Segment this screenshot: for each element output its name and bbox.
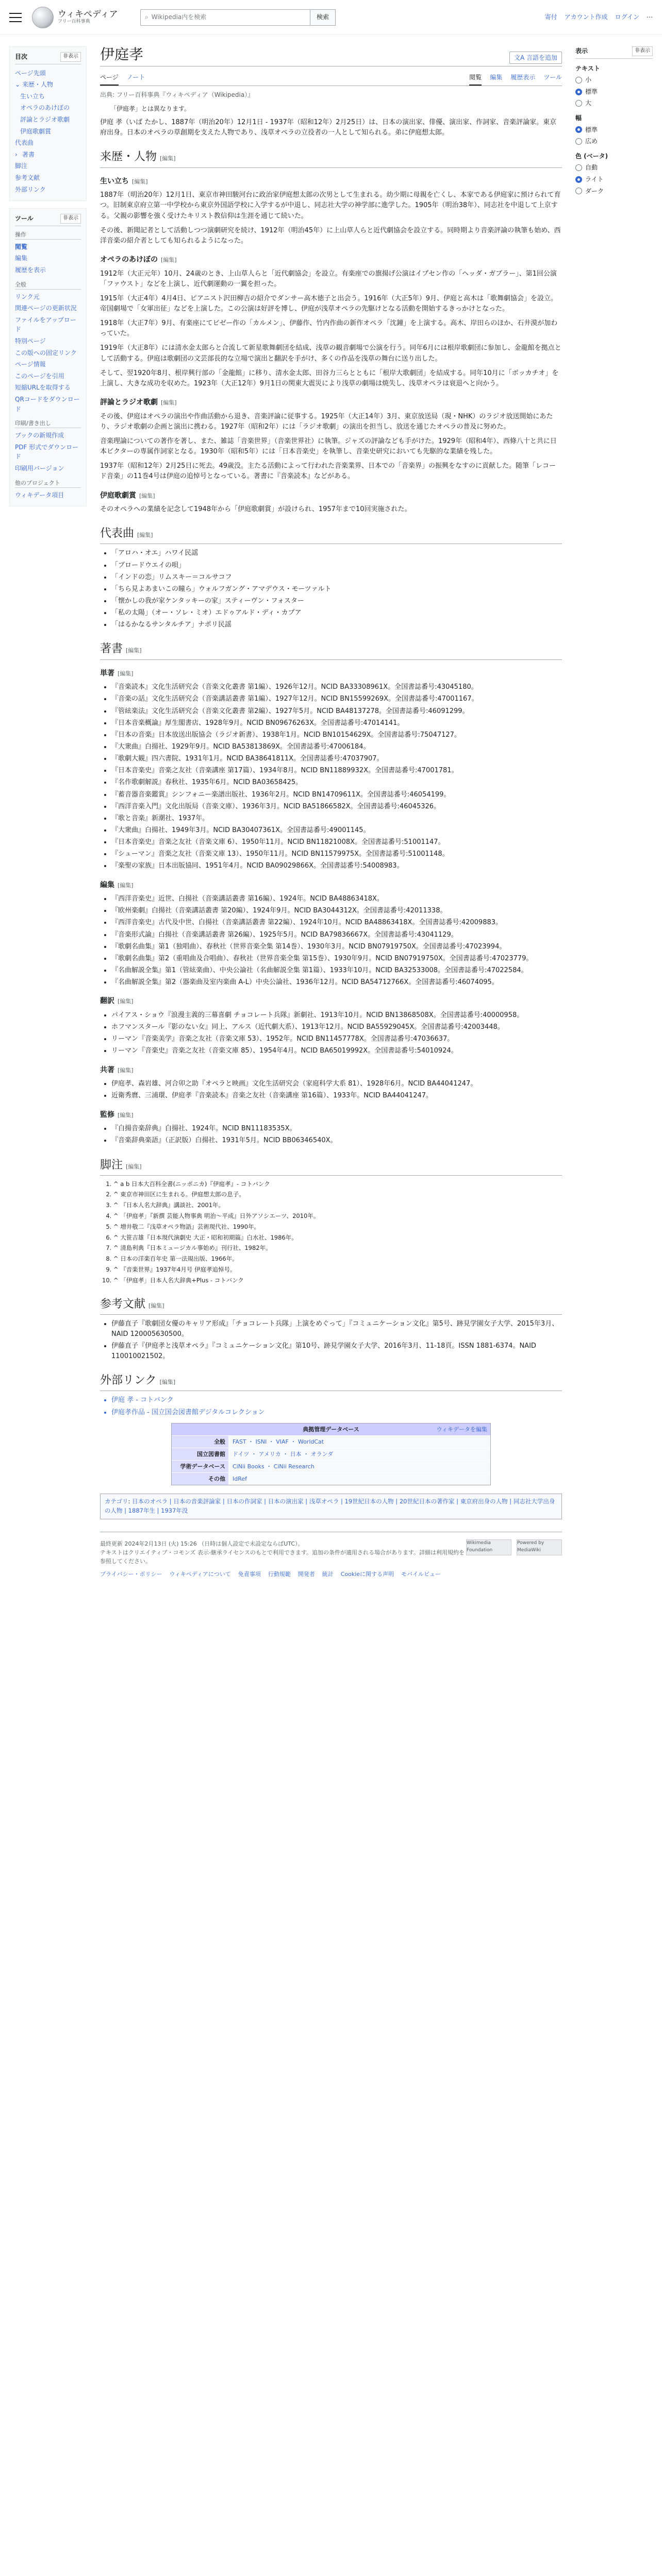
list-item: • 伊藤直子『伊庭孝と浅草オペラ』『コミュニケーション文化』第10号、跡見学園女子大学、2016年3月、11-18頁。ISSN 1881-6374。NAID 110010021502。 [111,1341,562,1362]
list-item: • 『音楽辞典楽語』（正訳版）白揚社、1931年5月。NCID BB06346540X。 [111,1136,562,1146]
footer-link[interactable]: モバイルビュー [401,1570,441,1578]
external-links-list [111,1395,562,1417]
text-size-small[interactable]: 小 [575,75,653,85]
list-item: • リーマン『音楽美学』音楽之友社（音楽文庫 53）、1952年。NCID BN11457778X。全国書誌番号:47036637。 [111,1034,562,1044]
tool-qr[interactable]: QRコードをダウンロード [15,395,80,413]
radio-selected-icon [575,126,582,133]
list-item: 8. ^ 日本の洋楽百年史 第一法規出版、1966年。 [113,1255,562,1264]
toc-item-radio[interactable]: 評論とラジオ歌劇 [20,115,70,123]
text-size-label: テキスト [575,64,600,72]
paragraph: そのオペラへの業績を記念して1948年から「伊庭歌劇賞」が設けられ、1957年まで10回実施された。 [100,505,411,514]
songs-list [111,548,562,630]
list-item: • 「懐かしの我が家ケンタッキーの家」スティーヴン・フォスター [111,596,562,606]
list-item: • 『歌と音楽』新潮社、1937年。 [111,814,562,824]
bibliography-list [111,1319,562,1362]
wikipedia-globe-icon [32,7,54,28]
paragraph: その後、伊庭はオペラの演出や作曲活動から退き、音楽評論に従事する。1925年（大正14年）3月、東京放送局（現・NHK）のラジオ放送開始にあたり、ラジオ歌劇の企画と演出に携わる。1927年（昭和2年）には「ラジオ歌劇」の演出を担当し、放送を通じたオペラの普及に努めた。 [100,412,553,431]
list-item: • 『蓄音器音楽鑑賞』シンフォニー楽譜出版社、1936年2月。NCID BN14709611X。全国書誌番号:46054199。 [111,790,562,800]
tab-page[interactable]: ページ [100,71,119,86]
list-item: • リーマン『音楽史』音楽之友社（音楽文庫 85）、1954年4月。NCID BA65019992X。全国書誌番号:54010924。 [111,1046,562,1056]
list-item: • 『西洋音楽史』古代及中世、白揚社（音楽講話叢書 第22編）、1924年10月。NCID BA48863418X。全国書誌番号:42009883。 [111,918,562,928]
site-logo[interactable] [32,7,125,28]
paragraph: 1919年（大正8年）には清水金太郎らと合流して新星歌舞劇団を結成、浅草の観音劇場で公演を行う。同年6月には根岸歌劇団に参加し、金龍館を拠点として活動する。伊庭は歌劇団の文芸部長的な立場で演出と翻訳を手がけ、多くの作品を浅草の舞台に送り出した。 [100,344,561,363]
footer-link[interactable]: 開発者 [297,1570,315,1578]
edit-link[interactable]: [編集] [118,882,134,889]
list-item: • 『歌劇大観』四六書院、1931年1月。NCID BA38641811X。全国書誌番号:47037907。 [111,754,562,764]
text-size-standard[interactable]: 標準 [575,87,653,97]
list-item: • 「ちら見よあまいこの瞳ら」ウォルフガング・アマデウス・モーツァルト [111,584,562,595]
list-item: • 『白揚音楽辞典』白揚社、1924年。NCID BN11183535X。 [111,1124,562,1134]
categories-label[interactable]: カテゴリ [105,1497,128,1505]
radio-icon [575,164,582,171]
paragraph: その後、新聞記者として活動しつつ演劇研究を続け、1912年（明治45年）に上山草人らと近代劇協会を設立する。同時期より音楽評論の執筆も始め、西洋音楽の紹介者としても知られるようになった。 [100,226,561,245]
authority-control-box [171,1423,491,1485]
list-item: • 『大衆曲』白揚社、1949年3月。NCID BA30407361X。全国書誌番号:49001145。 [111,825,562,836]
list-item: • 『歌劇名曲集』第2（重唱曲及合唱曲）、春秋社（世界音楽全集 第15巻）、1930年9月。NCID BN07919750X。全国書誌番号:47023779。 [111,954,562,964]
paragraph: 音楽理論についての著作を著し、また、雑誌「音楽世界」（音楽世界社）に執筆。ジャズの評論なども手がけた。1929年（昭和4年）、西條八十と共に日本ビクターの専属作詞家となる。1930年（昭和5年）には「日本音楽史」を執筆し、音楽史研究においても先駆的な業績を残した。 [100,437,557,456]
edit-link[interactable]: [編集] [118,1066,134,1074]
authority-value[interactable]: CiNii Books ・ CiNii Research [228,1461,490,1472]
edit-link[interactable]: [編集] [159,1379,176,1386]
list-item: • 『大衆曲』白揚社、1929年9月。NCID BA53813869X。全国書誌番号:47006184。 [111,742,562,752]
left-column [9,35,87,1586]
tab-read[interactable]: 閲覧 [469,71,482,86]
supervised-books-list [111,1124,562,1146]
list-item: • ホフマンスタール『影のない女』同上、アルス（近代劇大系）、1913年12月。NCID BA55929045X。全国書誌番号:42003448。 [111,1022,562,1032]
tool-wikidata[interactable]: ウィキデータ項目 [15,491,64,499]
section-books: 著書 [編集] [100,640,562,659]
subsection-single: 単著 [編集] [100,669,134,677]
list-item: • 『音楽の話』文化生活研究会（音楽講話叢書 第1編）、1927年12月。NCID BN15599269X。全国書誌番号:47001167。 [111,694,562,704]
search-icon: ⌕ [145,13,148,21]
license-text: テキストはクリエイティブ・コモンズ 表示-継承ライセンスのもとで利用できます。追加の条件が適用される場合があります。詳細は利用規約を参照してください。 [100,1549,465,1565]
edit-link[interactable]: [編集] [132,178,148,185]
edit-link[interactable]: [編集] [126,647,142,654]
list-item: • 『名作歌劇解説』春秋社、1935年6月。NCID BA03658425。 [111,777,562,788]
color-auto[interactable]: 自動 [575,163,653,173]
table-of-contents [9,46,87,201]
list-item: • 『歌劇名曲集』第1（独唱曲）、春秋社（世界音楽全集 第14巻）、1930年3月。NCID BN07919750X。全国書誌番号:47023994。 [111,942,562,952]
edit-link[interactable]: [編集] [118,670,134,677]
toc-item-top[interactable]: ページ先頭 [15,69,46,77]
authority-label: 国立図書館 [172,1448,228,1460]
radio-icon [575,77,582,83]
subsection-edited: 編集 [編集] [100,880,134,889]
toc-item-youth[interactable]: 生い立ち [20,92,45,100]
list-item: • 「ブロードウエイの唄」 [111,561,562,571]
paragraph: 1918年（大正7年）9月、有楽座にてビゼー作の「カルメン」、伊藤作、竹内作曲の新作オペラ「沈鐘」を上演する。高木、岸田らのほか、石井漠が加わっていた。 [100,319,558,338]
tool-page-info[interactable]: ページ情報 [15,361,46,368]
list-item: 1. ^ a b 日本大百科全書(ニッポニカ)『伊庭孝』- コトバンク [113,1180,562,1189]
edit-link[interactable]: [編集] [137,532,153,539]
authority-title: 典拠管理データベース [303,1426,359,1433]
list-item[interactable]: • 伊庭 孝 - コトバンク [111,1395,562,1405]
wikimedia-badge[interactable]: Wikimedia Foundation [466,1539,511,1555]
section-external: 外部リンク [編集] [100,1372,562,1391]
translated-books-list [111,1010,562,1057]
search-button[interactable]: 検索 [310,9,336,26]
authority-label: その他 [172,1473,228,1485]
page-title: 伊庭孝 [100,46,144,63]
paragraph: 1915年（大正4年）4月4日、ピアニスト沢田柳吉の紹介でダンサー高木徳子と出会う。1916年（大正5年）9月、伊庭と高木は「歌舞劇協会」を設立。帝国劇場で「女軍出征」などを上演した。この公演は好評を博し、伊庭が浅草オペラの先駆けとなる活動を開始するきっかけとなった。 [100,294,558,313]
language-button[interactable]: 文A 言語を追加 [509,52,562,64]
radio-icon [575,100,582,107]
user-tools [545,12,653,22]
footer-link[interactable]: 統計 [322,1570,334,1578]
list-item: 10. ^ 「伊庭孝」日本人名大辞典+Plus - コトバンク [113,1276,562,1285]
tools-section-print: 印刷/書き出し [15,419,81,428]
tab-tools[interactable]: ツール [543,74,562,81]
list-item: • 『シューマン』音楽之友社（音楽文庫 13）、1950年11月。NCID BN11579975X。全国書誌番号:51001148。 [111,849,562,859]
list-item: • 『日本音楽史』音楽之友社（音楽講座 第17篇）、1934年8月。NCID BN11889932X。全国書誌番号:47001781。 [111,766,562,776]
width-wide[interactable]: 広め [575,137,653,146]
tool-history[interactable]: 履歴を表示 [15,266,46,274]
list-item: 4. ^ 「伊庭孝」『新撰 芸能人物事典 明治〜平成』日外アソシエーツ、2010年。 [113,1212,562,1221]
color-light[interactable]: ライト [575,175,653,184]
tools-section-other: 他のプロジェクト [15,479,81,488]
main-menu-button[interactable] [9,13,22,22]
footer-link[interactable]: Cookieに関する声明 [340,1570,394,1578]
radio-icon [575,138,582,145]
toc-item-notes[interactable]: 脚注 [15,162,28,170]
tool-upload[interactable]: ファイルをアップロード [15,316,76,333]
list-item: 2. ^ 東京市神田区に生まれる。伊庭想太郎の息子。 [113,1190,562,1199]
toc-hide-button[interactable]: 非表示 [60,52,81,62]
color-dark[interactable]: ダーク [575,187,653,196]
section-notes: 脚注 [編集] [100,1157,562,1176]
authority-value[interactable]: FAST ・ ISNI ・ VIAF ・ WorldCat [228,1436,490,1448]
list-item: • 『欧州楽劇』白揚社（音楽講話叢書 第20編）、1924年9月。NCID BA3044312X。全国書誌番号:42011338。 [111,906,562,916]
page-footer [100,1532,562,1586]
authority-value[interactable]: IdRef [228,1473,490,1485]
edit-link[interactable]: [編集] [148,1302,164,1309]
authority-value[interactable]: ドイツ ・ アメリカ ・ 日本 ・ オランダ [228,1448,490,1460]
toc-item-biblio[interactable]: 参考文献 [15,174,40,181]
tab-talk[interactable]: ノート [126,74,145,81]
list-item: • 『音楽形式論』白揚社（音楽講話叢書 第26編）、1925年5月。NCID BA79836667X。全国書誌番号:43041129。 [111,930,562,940]
list-item: • 『日本音楽概論』厚生閣書店、1928年9月。NCID BN09676263X。全国書誌番号:47014141。 [111,718,562,728]
single-books-list [111,682,562,871]
tool-short-url[interactable]: 短縮URLを取得する [15,384,71,392]
edit-link[interactable]: [編集] [161,256,177,263]
category-box: カテゴリ: 日本のオペラ | 日本の音楽評論家 | 日本の作詞家 | 日本の演出家 | 浅草オペラ | 19世紀日本の人物 | 20世紀日本の著作家 | 東京府出身の人物 | 同志社大学出身の人物 | 1887年生 | 1937年没 [100,1494,562,1519]
list-item: • 「インドの恋」リムスキー＝コルサコフ [111,572,562,583]
toc-item-prize[interactable]: 伊庭歌劇賞 [20,127,52,135]
tool-related-changes[interactable]: 関連ページの更新状況 [15,304,77,312]
subsection-coauthored: 共著 [編集] [100,1065,134,1074]
appearance-heading: 表示 [575,47,588,55]
paragraph: 1937年（昭和12年）2月25日に死去。49歳没。主たる活動によって行われた音楽業界、日本での「音楽界」の振興をなすのに貢献した。随筆「レコード音楽」の11巻4号は伊庭の追悼号となっている。著書に『音楽読本』などがある。 [100,462,556,481]
list-item: • 『管絃楽法』文化生活研究会（音楽文化叢書 第2編）、1927年5月。NCID BA48137278。全国書誌番号:46091299。 [111,706,562,717]
edit-link[interactable]: [編集] [160,155,176,162]
mediawiki-badge[interactable]: Powered by MediaWiki [517,1539,562,1555]
subsection-radio: 評論とラジオ歌劇 [編集] [100,398,177,407]
section-songs: 代表曲 [編集] [100,525,562,544]
tool-print[interactable]: 印刷用バージョン [15,464,64,472]
search-form [140,9,336,26]
tool-book[interactable]: ブックの新規作成 [15,432,64,439]
list-item[interactable]: • 伊庭孝作品 - 国立国会図書館デジタルコレクション [111,1408,562,1418]
list-item: • 「はるかなるサンタルチア」ナポリ民謡 [111,620,562,630]
list-item: 6. ^ 大笹吉雄『日本現代演劇史 大正・昭和初期篇』白水社、1986年。 [113,1233,562,1243]
section-bio: 来歴・人物 [編集] [100,148,562,167]
section-bibliography: 参考文献 [編集] [100,1296,562,1315]
edit-link[interactable]: [編集] [161,399,177,406]
radio-icon [575,188,582,194]
chevron-right-icon[interactable]: › [15,150,18,158]
list-item: • 『音楽読本』文化生活研究会（音楽文化叢書 第1編）、1926年12月。NCID BA33308961X。全国書誌番号:43045180。 [111,682,562,692]
footer-link[interactable]: 行動規範 [268,1570,291,1578]
tool-whatlinkshere[interactable]: リンク元 [15,293,40,300]
login-link[interactable]: ログイン [615,13,639,21]
authority-label: 学術データベース [172,1461,228,1472]
paragraph: そして、翌1920年8月、根岸興行部の「金龍館」に移り、清水金太郎、田谷力三らとともに「根岸大歌劇団」を結成する。同年10月に「ボッカチオ」を上演し、大きな成功を収めた。1923年（大正12年）9月1日の関東大震災により浅草の劇場は焼失し、浅草オペラは衰退へと向かう。 [100,369,559,387]
toc-item-books[interactable]: › 著書 [15,149,81,161]
edited-books-list [111,894,562,988]
site-tagline: フリー百科事典 [58,19,90,24]
page-tabs [100,71,562,86]
source-line: 出典: フリー百科事典『ウィキペディア（Wikipedia）』 [100,91,254,98]
edit-wikidata-link[interactable]: ウィキデータを編集 [436,1426,487,1433]
article-content [87,35,575,1586]
edit-link[interactable]: [編集] [118,998,134,1005]
tools-section-ops: 操作 [15,230,81,240]
more-icon[interactable]: ⋯ [647,13,653,21]
tab-edit[interactable]: 編集 [490,74,503,81]
list-item: 5. ^ 増井敬二『浅草オペラ物語』芸術現代社、1990年。 [113,1223,562,1232]
list-item: • 「アロハ・オエ」ハワイ民謡 [111,548,562,558]
radio-selected-icon [575,176,582,183]
list-item: • 『名曲解説全集』第1（管絃楽曲）、中央公論社（名曲解説全集 第1篇）、1933年10月。NCID BA32533008。全国書誌番号:47022584。 [111,965,562,976]
color-label: 色 (ベータ) [575,152,608,160]
list-item: 9. ^ 『音楽世界』1937年4月号 伊庭孝追悼号。 [113,1265,562,1275]
subsection-translated: 翻訳 [編集] [100,997,134,1006]
footer-links [100,1570,562,1579]
tab-history[interactable]: 履歴表示 [510,74,536,81]
list-item: • 伊藤直子『歌劇団女優のキャリア形成』「チョコレート兵隊」上演をめぐって」『コミュニケーション文化』第5号、跡見学園女子大学、2015年3月、NAID 120005630500。 [111,1319,562,1340]
footer-link[interactable]: ウィキペディアについて [169,1570,231,1578]
site-header [0,0,662,35]
tool-pdf[interactable]: PDF 形式でダウンロード [15,443,79,461]
search-input[interactable] [140,9,310,26]
lead-paragraph: 伊庭 孝（いば たかし、1887年（明治20年）12月1日 - 1937年（昭和12年）2月25日）は、日本の演出家、俳優、演出家、作詞家、音楽評論家。東京府出身。日本のオペラの草創期を支えた人物であり、浅草オペラの立役者の一人として知られる。弟に伊庭想太郎。 [100,118,557,137]
subsection-supervised: 監修 [編集] [100,1110,134,1119]
list-item: • 「私の太陽」（オー・ソレ・ミオ）エドゥアルド・ディ・カプア [111,608,562,618]
edit-link[interactable]: [編集] [126,1163,142,1170]
list-item: • パイアス・ショウ『浪漫主義的三幕喜劇 チョコレート兵隊』新劇社、1913年10月。NCID BN13868508X。全国書誌番号:40000958。 [111,1010,562,1021]
list-item: • 『名曲解説全集』第2（器楽曲及室内楽曲 A-L）中央公論社、1936年12月。NCID BA54712766X。全国書誌番号:46074095。 [111,977,562,988]
toc-item-external[interactable]: 外部リンク [15,185,46,193]
toc-item-bio[interactable]: ⌄ 来歴・人物 [15,79,81,91]
appearance-panel [575,35,653,1586]
search-placeholder: Wikipedia内を検索 [151,13,207,21]
footer-link[interactable]: 免責事項 [238,1570,261,1578]
list-item: • 『日本音楽史』音楽之友社（音楽文庫 6）、1950年11月。NCID BN11821008X。全国書誌番号:51001147。 [111,837,562,848]
last-updated: 最終更新 2024年2月13日 (火) 15:26 （日時は個人設定で未設定ならばUTC）。 [100,1540,304,1547]
footer-link[interactable]: プライバシー・ポリシー [100,1570,162,1578]
chevron-down-icon[interactable]: ⌄ [15,81,21,89]
tool-read[interactable]: 閲覧 [15,243,28,250]
tool-cite[interactable]: このページを引用 [15,372,64,380]
toc-item-songs[interactable]: 代表曲 [15,139,34,147]
list-item: 3. ^ 『日本人名大辞典』講談社、2001年。 [113,1201,562,1210]
list-item: 7. ^ 清島利典『日本ミュージカル事始め』刊行社、1982年。 [113,1244,562,1253]
subsection-prize: 伊庭歌劇賞 [編集] [100,491,155,500]
appearance-hide-button[interactable]: 非表示 [632,46,653,56]
list-item: • 近衛秀麿、三浦環、伊庭孝『音楽読本』音楽之友社（音楽講座 第16篇）、1933年。NCID BA44041247。 [111,1091,562,1101]
tool-edit[interactable]: 編集 [15,255,28,262]
donate-link[interactable]: 寄付 [544,13,557,21]
hatnote: 「伊庭孝」とは異なります。 [110,105,191,112]
subsection-youth: 生い立ち [編集] [100,177,148,185]
paragraph: 1887年（明治20年）12月1日、東京市神田駿河台に政治家伊庭想太郎の次男として生まれる。幼少期に母親を亡くし、本家である伊庭家に預けられて育つ。旧制東京府立第一中学校から東京外国語学校に入学するが中退し、同志社大学の神学部に進学した。1905年（明治38年）、同志社を中退して上京する。父親の影響を強く受けたキリスト教信仰は生涯を通じて続いた。 [100,191,561,220]
width-standard[interactable]: 標準 [575,125,653,135]
tools-menu [9,208,87,506]
paragraph: 1912年（大正元年）10月、24歳のとき、上山草人らと「近代劇協会」を設立。有楽座での旗揚げ公演はイプセン作の「ヘッダ・ガブラー」、第1回公演「ファウスト」などを上演し、近代劇運動の一翼を担った。 [100,269,557,288]
list-item: • 『西洋音楽入門』文化出版局（音楽文庫）、1936年3月。NCID BA51866582X。全国書誌番号:46045326。 [111,802,562,812]
tool-permalink[interactable]: この版への固定リンク [15,349,77,357]
coauthored-books-list [111,1079,562,1101]
toc-heading: 目次 [15,53,28,60]
site-name: ウィキペディア [58,9,118,20]
list-item: • 伊庭孝、森岩雄、河合卯之助『オペラと映画』文化生活研究会（家庭科学大系 81）、1928年6月。NCID BA44041247。 [111,1079,562,1089]
text-size-large[interactable]: 大 [575,98,653,108]
tools-section-general: 全般 [15,280,81,290]
edit-link[interactable]: [編集] [118,1111,134,1118]
list-item: • 『楽聖の家族』日本出版協同、1951年4月。NCID BA09029866X。全国書誌番号:54008983。 [111,861,562,871]
edit-link[interactable]: [編集] [139,492,155,499]
list-item: • 『西洋音楽史』近世、白揚社（音楽講話叢書 第16編）、1924年。NCID BA48863418X。 [111,894,562,904]
tools-heading: ツール [15,215,34,223]
width-label: 幅 [575,114,582,122]
tools-hide-button[interactable]: 非表示 [60,214,81,224]
subsection-opera: オペラのあけぼの [編集] [100,255,177,264]
create-account-link[interactable]: アカウント作成 [564,13,608,21]
list-item: • 『日本の音楽』日本放送出版協会（ラジオ新書）、1938年1月。NCID BN10154629X。全国書誌番号:75047127。 [111,730,562,740]
tool-special-pages[interactable]: 特別ページ [15,337,46,345]
categories-links[interactable]: 日本のオペラ | 日本の音楽評論家 | 日本の作詞家 | 日本の演出家 | 浅草オペラ | 19世紀日本の人物 | 20世紀日本の著作家 | 東京府出身の人物 | 同志社大学出身の人物 | 1887年生 | 1937年没 [105,1497,555,1514]
radio-selected-icon [575,89,582,95]
authority-label: 全般 [172,1436,228,1448]
notes-list [113,1180,562,1285]
toc-item-opera[interactable]: オペラのあけぼの [20,104,70,112]
